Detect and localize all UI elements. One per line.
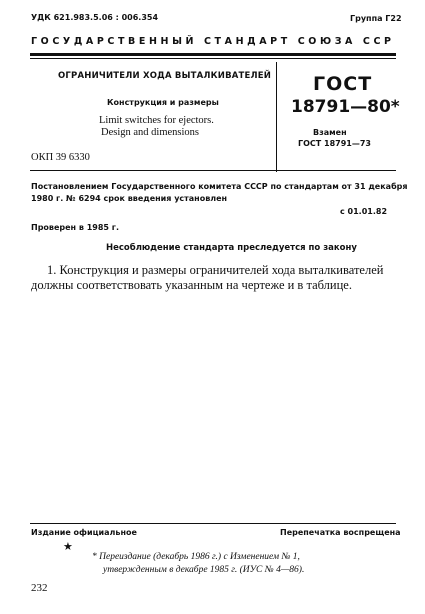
page-number: 232 [31, 582, 48, 594]
english-title-line-1: Limit switches for ejectors. [99, 115, 214, 126]
english-title-line-2: Design and dimensions [101, 127, 199, 138]
checked-year: Проверен в 1985 г. [31, 223, 119, 232]
group-code: Группа Г22 [350, 14, 402, 23]
reprint-prohibited: Перепечатка воспрещена [280, 528, 401, 537]
body-paragraph-line-1: 1. Конструкция и размеры ограничителей хода выталкивателей [47, 263, 384, 277]
udk-code: УДК 621.983.5.06 : 006.354 [31, 13, 159, 22]
document-title: ОГРАНИЧИТЕЛИ ХОДА ВЫТАЛКИВАТЕЛЕЙ [58, 71, 272, 81]
header-rule-thick [30, 53, 396, 56]
star-icon: ★ [63, 540, 73, 553]
body-paragraph-line-2: должны соответствовать указанным на чертеже и в таблице. [31, 278, 352, 292]
law-notice: Несоблюдение стандарта преследуется по закону [106, 243, 357, 253]
title-divider-horizontal [30, 170, 396, 171]
footer-rule [30, 523, 396, 524]
document-subtitle: Конструкция и размеры [107, 98, 219, 107]
decree-line-2: 1980 г. № 6294 срок введения установлен [31, 194, 228, 203]
header-rule-thin [30, 58, 396, 59]
official-edition: Издание официальное [31, 528, 137, 537]
title-divider-vertical [276, 62, 277, 172]
gost-label: ГОСТ [313, 73, 373, 95]
okp-code: ОКП 39 6330 [31, 152, 90, 163]
footnote-line-1: * Переиздание (декабрь 1986 г.) с Изменением № 1, [92, 552, 300, 562]
decree-line-1: Постановлением Государственного комитета СССР по стандартам от 31 декабря [31, 182, 408, 191]
gost-number: 18791—80* [291, 97, 400, 117]
replaces-value: ГОСТ 18791—73 [298, 139, 371, 148]
footnote-line-2: утвержденным в декабре 1985 г. (ИУС № 4—86). [103, 565, 305, 575]
replaces-label: Взамен [313, 128, 347, 137]
effective-date: с 01.01.82 [340, 207, 388, 216]
standard-banner: ГОСУДАРСТВЕННЫЙ СТАНДАРТ СОЮЗА ССР [31, 36, 395, 47]
